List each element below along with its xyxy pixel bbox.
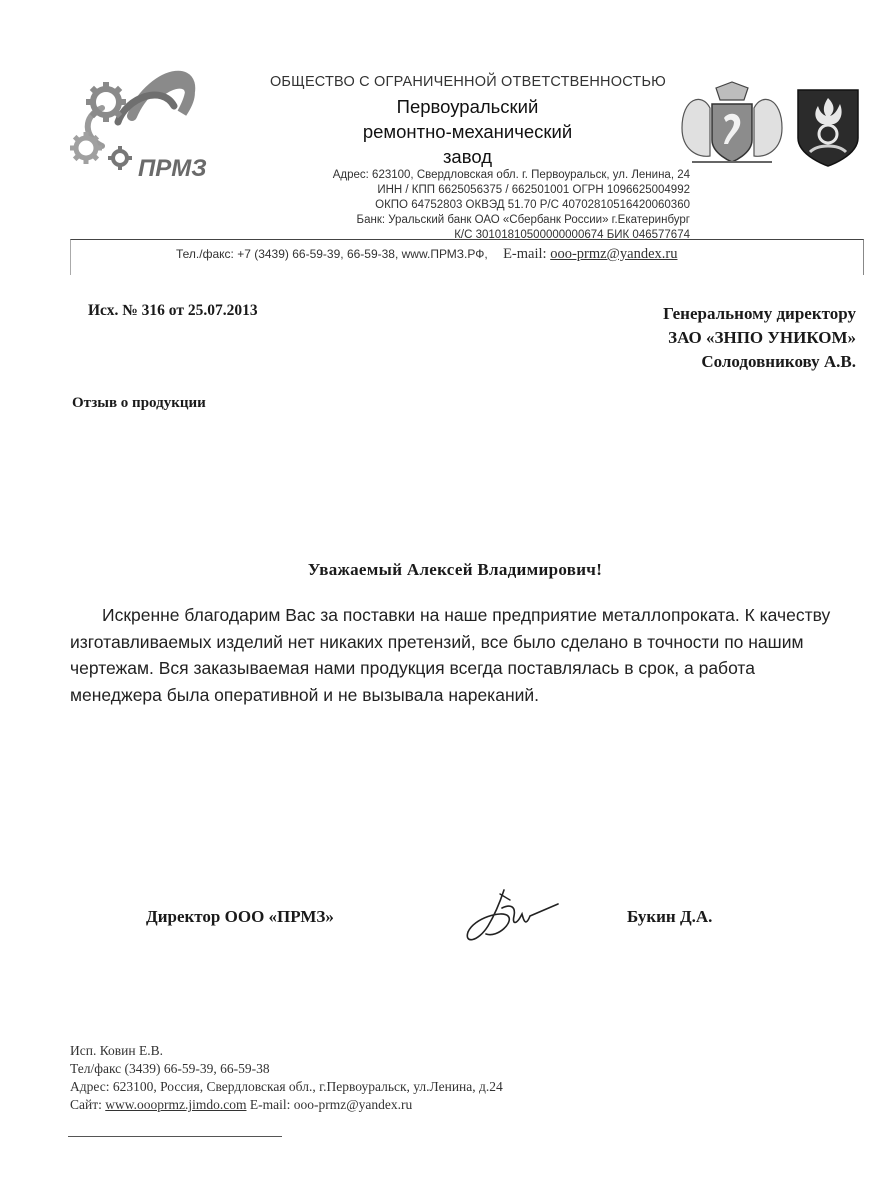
- footer-address: Адрес: 623100, Россия, Свердловская обл., г.Первоуральск, ул.Ленина, д.24: [70, 1079, 503, 1094]
- addressee-block: [536, 302, 856, 374]
- pervouralsk-coat-of-arms-icon: [796, 88, 860, 168]
- footer-site-line: [70, 1096, 590, 1114]
- footer-phone: Тел/факс (3439) 66-59-39, 66-59-38: [70, 1061, 270, 1076]
- signatory-title: Директор ООО «ПРМЗ»: [146, 907, 334, 926]
- footer-email-link[interactable]: ooo-prmz@yandex.ru: [293, 1097, 413, 1112]
- letter-subject: Отзыв о продукции: [72, 395, 206, 411]
- footer-email-label: E-mail:: [249, 1097, 291, 1112]
- footer-divider: [68, 1136, 282, 1137]
- letter-body: Искренне благодарим Вас за поставки на наше предприятие металлопроката. К качеству изготавливаемых изделий нет никаких претензий, все было сделано в точности по нашим чертежам. Вся заказываемая нами продукция всегда поставлялась в срок, а работа менеджера была оперативной и не вызывала нареканий.: [70, 605, 831, 705]
- company-phone: Тел./факс: +7 (3439) 66-59-39, 66-59-38, www.ПРМЗ.РФ,: [176, 247, 488, 261]
- company-inn: ИНН / КПП 6625056375 / 662501001 ОГРН 1096625004992: [377, 184, 690, 196]
- footer-contacts: [70, 1042, 590, 1114]
- company-name-line: Первоуральский: [396, 96, 539, 117]
- email-label: E-mail:: [503, 246, 547, 262]
- signatory-name: Букин Д.А.: [627, 907, 713, 926]
- salutation: Уважаемый Алексей Владимирович!: [307, 560, 603, 579]
- footer-executor: Исп. Ковин Е.В.: [70, 1043, 163, 1058]
- handwritten-signature-icon: [458, 886, 568, 952]
- addressee-position: Генеральному директору: [663, 304, 856, 323]
- addressee-company: ЗАО «ЗНПО УНИКОМ»: [668, 328, 856, 347]
- outgoing-reference: Исх. № 316 от 25.07.2013: [88, 302, 258, 319]
- footer-site-link[interactable]: www.oooprmz.jimdo.com: [105, 1097, 247, 1112]
- company-name: [300, 94, 635, 169]
- sverdlovsk-coat-of-arms-icon: [676, 78, 788, 170]
- letterhead-contact-line: [176, 246, 678, 263]
- company-email-link[interactable]: ooo-prmz@yandex.ru: [550, 246, 678, 262]
- company-requisites: [230, 168, 690, 243]
- prmz-gear-logo-icon: [62, 58, 252, 188]
- company-address: Адрес: 623100, Свердловская обл. г. Первоуральск, ул. Ленина, 24: [332, 169, 690, 181]
- addressee-name: Солодовникову А.В.: [701, 352, 856, 371]
- company-okpo: ОКПО 64752803 ОКВЭД 51.70 Р/С 40702810516420060360: [375, 199, 690, 211]
- company-name-line: ремонтно-механический: [362, 121, 573, 142]
- company-name-line: завод: [442, 146, 493, 167]
- logo-text: ПРМЗ: [138, 155, 207, 182]
- company-ks: К/С 30101810500000000674 БИК 046577674: [454, 229, 690, 241]
- company-type: ОБЩЕСТВО С ОГРАНИЧЕННОЙ ОТВЕТСТВЕННОСТЬЮ: [269, 74, 667, 90]
- footer-site-label: Сайт:: [70, 1097, 102, 1112]
- company-bank: Банк: Уральский банк ОАО «Сбербанк России» г.Екатеринбург: [356, 214, 690, 226]
